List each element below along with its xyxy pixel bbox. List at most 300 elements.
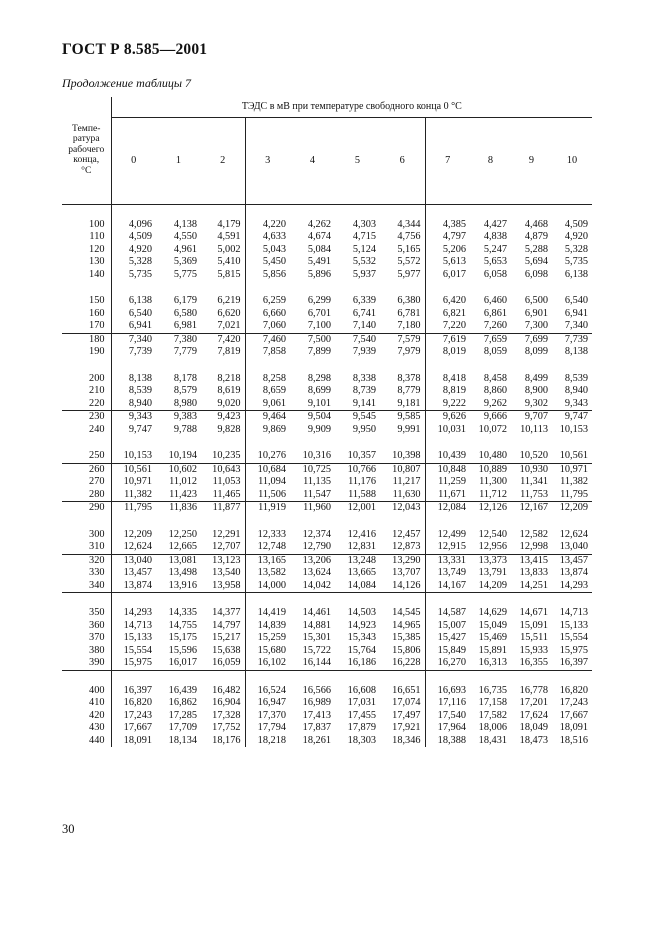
table-row — [62, 320, 592, 333]
column-header: 1 — [156, 118, 201, 205]
temperature-cell: 320 — [62, 554, 111, 567]
emf-value-cell: 11,877 — [201, 502, 245, 515]
row-label-line: рабочего — [68, 143, 105, 155]
table-row — [62, 670, 592, 697]
temperature-cell: 210 — [62, 385, 111, 398]
emf-value-cell: 16,313 — [478, 657, 507, 668]
emf-value-cell: 16,439 — [156, 670, 201, 697]
emf-value-cell: 4,674 — [307, 231, 331, 242]
emf-value-cell: 6,741 — [352, 307, 376, 319]
emf-value-cell: 6,259 — [262, 295, 286, 306]
emf-value-cell: 17,201 — [519, 697, 548, 708]
emf-value-cell: 6,460 — [483, 295, 507, 306]
emf-value-cell: 4,303 — [352, 218, 376, 230]
emf-value-cell: 13,582 — [257, 567, 286, 578]
emf-value-cell: 8,019 — [442, 346, 466, 357]
table-row — [62, 333, 592, 346]
emf-value-cell: 9,747 — [552, 411, 592, 424]
table-row — [62, 256, 592, 269]
emf-value-cell: 6,941 — [564, 307, 589, 319]
emf-value-cell: 5,775 — [173, 268, 197, 280]
emf-value-cell: 10,561 — [111, 463, 156, 476]
emf-value-cell: 18,261 — [302, 734, 331, 746]
emf-value-cell: 6,339 — [352, 295, 376, 306]
emf-value-cell: 6,580 — [173, 307, 197, 319]
emf-value-cell: 6,941 — [128, 320, 152, 331]
emf-value-cell: 15,511 — [520, 632, 548, 643]
emf-value-cell: 12,790 — [302, 541, 331, 552]
temperature-cell: 390 — [62, 657, 111, 670]
emf-value-cell: 11,547 — [303, 488, 331, 500]
emf-value-cell: 8,138 — [564, 346, 589, 357]
emf-value-cell: 5,369 — [173, 256, 197, 267]
emf-value-cell: 6,138 — [128, 295, 152, 306]
emf-value-cell: 6,981 — [173, 320, 197, 331]
emf-value-cell: 15,469 — [478, 632, 507, 643]
emf-value-cell: 13,833 — [519, 567, 548, 578]
table-row — [62, 515, 592, 542]
emf-value-cell: 14,503 — [335, 593, 380, 620]
emf-value-cell: 18,091 — [123, 734, 152, 746]
emf-value-cell: 16,017 — [168, 657, 197, 668]
emf-value-cell: 12,582 — [519, 528, 548, 540]
emf-value-cell: 10,889 — [470, 463, 511, 476]
temperature-cell: 290 — [62, 502, 111, 515]
column-header: 4 — [290, 118, 335, 205]
row-label-line: конца, — [73, 154, 100, 166]
emf-value-cell: 7,540 — [335, 333, 380, 346]
emf-value-cell: 12,167 — [511, 502, 552, 515]
emf-value-cell: 7,939 — [352, 346, 376, 357]
emf-value-cell: 14,335 — [156, 593, 201, 620]
emf-value-cell: 14,965 — [380, 620, 425, 633]
emf-value-cell: 17,794 — [257, 722, 286, 733]
emf-value-cell: 8,779 — [380, 385, 425, 398]
emf-value-cell: 7,340 — [564, 320, 589, 331]
emf-value-cell: 17,370 — [257, 709, 286, 721]
emf-value-cell: 16,228 — [380, 657, 425, 670]
emf-value-cell: 12,209 — [123, 528, 152, 540]
emf-value-cell: 15,049 — [478, 619, 507, 631]
emf-value-cell: 13,123 — [201, 554, 245, 567]
emf-value-cell: 8,940 — [128, 397, 152, 409]
table-row — [62, 436, 592, 463]
emf-value-cell: 13,498 — [168, 567, 197, 578]
emf-value-cell: 14,419 — [245, 593, 290, 620]
emf-value-cell: 7,260 — [483, 320, 507, 331]
emf-value-cell: 11,836 — [156, 502, 201, 515]
emf-value-cell: 13,206 — [290, 554, 335, 567]
emf-value-cell: 7,899 — [307, 346, 331, 357]
emf-value-cell: 8,980 — [173, 397, 197, 409]
emf-value-cell: 16,778 — [511, 670, 552, 697]
emf-value-cell: 7,579 — [380, 333, 425, 346]
emf-value-cell: 4,715 — [352, 231, 376, 242]
temperature-cell: 280 — [62, 489, 111, 502]
emf-value-cell: 18,049 — [519, 722, 548, 733]
table-row — [62, 359, 592, 386]
emf-value-cell: 14,042 — [302, 579, 331, 591]
emf-value-cell: 4,344 — [380, 204, 425, 231]
emf-value-cell: 14,461 — [290, 593, 335, 620]
column-header: 3 — [245, 118, 290, 205]
emf-value-cell: 14,293 — [559, 579, 589, 591]
table-row — [62, 204, 592, 231]
emf-value-cell: 6,861 — [483, 307, 507, 319]
emf-value-cell: 7,699 — [511, 333, 552, 346]
emf-value-cell: 18,176 — [201, 735, 245, 748]
emf-value-cell: 15,133 — [123, 632, 152, 643]
emf-value-cell: 8,819 — [442, 385, 466, 396]
emf-value-cell: 9,222 — [442, 397, 466, 409]
emf-value-cell: 4,509 — [564, 218, 589, 230]
emf-value-cell: 14,587 — [425, 593, 470, 620]
emf-value-cell: 10,398 — [380, 436, 425, 463]
emf-value-cell: 16,651 — [380, 670, 425, 697]
emf-value-cell: 5,410 — [201, 256, 245, 269]
emf-value-cell: 9,061 — [262, 397, 286, 409]
emf-value-cell: 12,001 — [335, 502, 380, 515]
emf-value-cell: 10,807 — [380, 463, 425, 476]
temperature-cell: 230 — [62, 411, 111, 424]
emf-value-cell: 9,585 — [380, 411, 425, 424]
emf-value-cell: 15,554 — [559, 632, 589, 643]
emf-value-cell: 5,937 — [352, 268, 376, 280]
emf-value-cell: 7,619 — [425, 333, 470, 346]
emf-value-cell: 17,243 — [559, 697, 589, 708]
temperature-cell: 100 — [62, 204, 111, 231]
emf-value-cell: 9,909 — [307, 423, 331, 435]
emf-value-cell: 17,964 — [437, 722, 466, 733]
emf-value-cell: 6,299 — [307, 295, 331, 306]
emf-value-cell: 12,873 — [380, 541, 425, 554]
emf-value-cell: 18,134 — [168, 734, 197, 746]
table-row — [62, 308, 592, 321]
emf-value-cell: 9,343 — [111, 411, 156, 424]
emf-value-cell: 14,545 — [380, 593, 425, 620]
emf-value-cell: 11,630 — [380, 489, 425, 502]
emf-value-cell: 11,753 — [520, 488, 548, 500]
temperature-cell: 160 — [62, 308, 111, 321]
emf-value-cell: 11,012 — [169, 476, 197, 487]
emf-value-cell: 10,766 — [335, 463, 380, 476]
header-corner — [62, 97, 111, 118]
document-code: ГОСТ Р 8.585—2001 — [62, 41, 208, 58]
emf-value-cell: 13,958 — [201, 580, 245, 593]
emf-value-cell: 10,235 — [201, 436, 245, 463]
emf-value-cell: 9,504 — [290, 411, 335, 424]
emf-value-cell: 5,856 — [262, 268, 286, 280]
emf-value-cell: 15,933 — [519, 644, 548, 656]
emf-value-cell: 15,722 — [302, 644, 331, 656]
emf-value-cell: 12,374 — [302, 528, 331, 540]
emf-value-cell: 11,588 — [348, 488, 376, 500]
emf-value-cell: 14,713 — [123, 619, 152, 631]
temperature-cell: 260 — [62, 463, 111, 476]
temperature-cell: 140 — [62, 269, 111, 282]
column-header: 5 — [335, 118, 380, 205]
emf-value-cell: 6,660 — [262, 307, 286, 319]
emf-value-cell: 7,500 — [290, 333, 335, 346]
emf-value-cell: 18,006 — [478, 722, 507, 733]
emf-value-cell: 13,248 — [335, 554, 380, 567]
emf-value-cell: 9,869 — [262, 423, 286, 435]
emf-value-cell: 11,423 — [169, 488, 197, 500]
table-row — [62, 632, 592, 645]
emf-value-cell: 4,427 — [483, 218, 507, 230]
emf-value-cell: 9,991 — [380, 424, 425, 437]
emf-value-cell: 6,540 — [564, 295, 589, 306]
emf-value-cell: 7,220 — [442, 320, 466, 331]
temperature-cell: 120 — [62, 244, 111, 257]
emf-value-cell: 7,340 — [111, 333, 156, 346]
emf-value-cell: 9,423 — [201, 411, 245, 424]
emf-value-cell: 11,094 — [258, 476, 286, 487]
emf-value-cell: 8,059 — [483, 346, 507, 357]
emf-value-cell: 12,333 — [257, 528, 286, 540]
emf-value-cell: 11,960 — [290, 502, 335, 515]
emf-value-cell: 6,420 — [442, 295, 466, 306]
table-row — [62, 398, 592, 411]
emf-value-cell: 18,303 — [347, 734, 376, 746]
emf-value-cell: 11,382 — [124, 488, 152, 500]
table-row — [62, 645, 592, 658]
emf-value-cell: 5,328 — [564, 243, 589, 255]
temperature-cell: 430 — [62, 722, 111, 735]
emf-value-cell: 13,040 — [111, 554, 156, 567]
emf-value-cell: 8,940 — [564, 385, 589, 396]
emf-value-cell: 16,482 — [201, 670, 245, 697]
emf-value-cell: 15,259 — [257, 632, 286, 643]
emf-value-cell: 9,788 — [173, 423, 197, 435]
emf-value-cell: 4,550 — [173, 231, 197, 242]
emf-value-cell: 5,288 — [524, 243, 548, 255]
table-row — [62, 697, 592, 710]
emf-value-cell: 17,921 — [380, 722, 425, 735]
emf-value-cell: 16,820 — [123, 697, 152, 708]
emf-value-cell: 6,781 — [380, 308, 425, 321]
emf-value-cell: 14,209 — [478, 579, 507, 591]
emf-value-cell: 4,385 — [442, 218, 466, 230]
emf-value-cell: 13,749 — [437, 567, 466, 578]
emf-value-cell: 12,624 — [123, 541, 152, 552]
emf-value-cell: 10,684 — [245, 463, 290, 476]
temperature-cell: 150 — [62, 281, 111, 308]
emf-value-cell: 4,879 — [524, 231, 548, 242]
emf-value-cell: 18,091 — [559, 722, 589, 733]
emf-value-cell: 10,357 — [347, 450, 376, 461]
emf-value-cell: 16,693 — [425, 670, 470, 697]
emf-value-cell: 9,666 — [470, 411, 511, 424]
emf-value-cell: 6,058 — [483, 268, 507, 280]
emf-value-cell: 9,707 — [511, 411, 552, 424]
emf-value-cell: 12,291 — [201, 515, 245, 542]
temperature-cell: 240 — [62, 424, 111, 437]
emf-value-cell: 5,491 — [307, 256, 331, 267]
emf-value-cell: 13,874 — [123, 579, 152, 591]
emf-value-cell: 13,540 — [201, 567, 245, 580]
emf-value-cell: 4,838 — [483, 231, 507, 242]
emf-value-cell: 10,725 — [290, 463, 335, 476]
emf-value-cell: 12,126 — [470, 502, 511, 515]
emf-value-cell: 8,218 — [201, 359, 245, 386]
emf-value-cell: 13,791 — [478, 567, 507, 578]
emf-value-cell: 9,020 — [201, 398, 245, 411]
emf-value-cell: 12,998 — [519, 541, 548, 552]
emf-value-cell: 17,497 — [380, 710, 425, 723]
emf-value-cell: 14,000 — [257, 579, 286, 591]
emf-value-cell: 10,439 — [437, 450, 466, 461]
table-row — [62, 541, 592, 554]
table-body — [62, 204, 592, 747]
thermo-emf-table — [62, 97, 592, 747]
emf-value-cell: 15,764 — [347, 644, 376, 656]
emf-value-cell: 12,540 — [478, 528, 507, 540]
emf-value-cell: 14,629 — [470, 593, 511, 620]
emf-value-cell: 18,473 — [519, 734, 548, 746]
temperature-cell: 180 — [62, 333, 111, 346]
emf-value-cell: 5,532 — [352, 256, 376, 267]
emf-value-cell: 14,839 — [257, 619, 286, 631]
emf-value-cell: 15,175 — [168, 632, 197, 643]
emf-value-cell: 15,133 — [559, 619, 589, 631]
emf-value-cell: 5,653 — [483, 256, 507, 267]
emf-value-cell: 13,624 — [302, 567, 331, 578]
emf-value-cell: 16,820 — [552, 670, 592, 697]
emf-value-cell: 5,043 — [262, 243, 286, 255]
emf-value-cell: 10,153 — [559, 423, 589, 435]
temperature-cell: 220 — [62, 398, 111, 411]
emf-value-cell: 18,346 — [380, 735, 425, 748]
emf-value-cell: 10,480 — [478, 450, 507, 461]
emf-value-cell: 10,153 — [123, 450, 152, 461]
emf-value-cell: 6,098 — [524, 268, 548, 280]
emf-value-cell: 16,608 — [335, 670, 380, 697]
emf-value-cell: 15,596 — [168, 644, 197, 656]
emf-value-cell: 9,181 — [380, 398, 425, 411]
emf-value-cell: 4,468 — [524, 218, 548, 230]
emf-value-cell: 18,516 — [559, 734, 589, 746]
emf-value-cell: 12,748 — [257, 541, 286, 552]
emf-value-cell: 5,165 — [380, 244, 425, 257]
emf-value-cell: 10,316 — [302, 450, 331, 461]
emf-value-cell: 11,300 — [479, 476, 507, 487]
emf-value-cell: 7,021 — [201, 320, 245, 333]
emf-value-cell: 15,975 — [559, 644, 589, 656]
emf-value-cell: 13,874 — [559, 567, 589, 578]
emf-value-cell: 10,930 — [511, 463, 552, 476]
emf-value-cell: 12,043 — [380, 502, 425, 515]
emf-value-cell: 5,572 — [380, 256, 425, 269]
emf-value-cell: 11,506 — [258, 488, 286, 500]
emf-value-cell: 13,457 — [123, 567, 152, 578]
column-header: 8 — [470, 118, 511, 205]
emf-value-cell: 12,499 — [437, 528, 466, 540]
emf-value-cell: 13,040 — [559, 541, 589, 552]
emf-value-cell: 17,667 — [123, 722, 152, 733]
emf-value-cell: 11,382 — [560, 476, 589, 487]
emf-value-cell: 7,858 — [262, 346, 286, 357]
temperature-cell: 440 — [62, 735, 111, 748]
emf-value-cell: 4,096 — [128, 218, 152, 230]
emf-value-cell: 7,380 — [156, 333, 201, 346]
emf-value-cell: 16,102 — [257, 657, 286, 668]
emf-value-cell: 16,059 — [201, 657, 245, 670]
emf-value-cell: 4,756 — [380, 231, 425, 244]
emf-value-cell: 15,849 — [437, 644, 466, 656]
table-row — [62, 489, 592, 502]
table-row — [62, 593, 592, 620]
emf-value-cell: 7,659 — [470, 333, 511, 346]
emf-value-cell: 6,380 — [380, 281, 425, 308]
emf-value-cell: 11,795 — [111, 502, 156, 515]
emf-value-cell: 17,116 — [438, 697, 466, 708]
emf-value-cell: 12,416 — [347, 528, 376, 540]
emf-value-cell: 9,343 — [564, 397, 589, 409]
emf-value-cell: 12,831 — [347, 541, 376, 552]
emf-value-cell: 11,341 — [520, 476, 548, 487]
emf-value-cell: 8,739 — [352, 385, 376, 396]
table-row — [62, 411, 592, 424]
emf-value-cell: 7,739 — [128, 346, 152, 357]
emf-value-cell: 15,007 — [437, 619, 466, 631]
emf-value-cell: 17,709 — [168, 722, 197, 733]
emf-value-cell: 8,659 — [262, 385, 286, 396]
emf-value-cell: 15,301 — [302, 632, 331, 643]
emf-value-cell: 10,602 — [156, 463, 201, 476]
emf-value-cell: 18,388 — [437, 734, 466, 746]
emf-value-cell: 8,178 — [173, 372, 197, 384]
emf-value-cell: 4,179 — [201, 204, 245, 231]
emf-value-cell: 8,900 — [524, 385, 548, 396]
column-header: 2 — [201, 118, 245, 205]
temperature-cell: 350 — [62, 593, 111, 620]
emf-value-cell: 15,680 — [257, 644, 286, 656]
column-header: 6 — [380, 118, 425, 205]
emf-value-cell: 16,904 — [201, 697, 245, 710]
emf-value-cell: 7,100 — [307, 320, 331, 331]
emf-value-cell: 9,101 — [307, 397, 331, 409]
emf-value-cell: 14,713 — [552, 593, 592, 620]
emf-value-cell: 13,707 — [380, 567, 425, 580]
emf-value-cell: 5,613 — [442, 256, 466, 267]
emf-value-cell: 12,956 — [478, 541, 507, 552]
emf-value-cell: 5,735 — [564, 256, 589, 267]
temperature-cell: 370 — [62, 632, 111, 645]
emf-value-cell: 6,179 — [173, 295, 197, 306]
emf-value-cell: 17,624 — [519, 709, 548, 721]
temperature-cell: 190 — [62, 346, 111, 359]
emf-value-cell: 8,539 — [564, 372, 589, 384]
emf-value-cell: 9,464 — [245, 411, 290, 424]
emf-value-cell: 18,431 — [478, 734, 507, 746]
emf-value-cell: 5,977 — [380, 269, 425, 282]
emf-value-cell: 14,377 — [201, 593, 245, 620]
emf-value-cell: 6,620 — [201, 308, 245, 321]
emf-value-cell: 17,455 — [347, 709, 376, 721]
emf-value-cell: 13,165 — [245, 554, 290, 567]
temperature-cell: 380 — [62, 645, 111, 658]
emf-value-cell: 15,217 — [201, 632, 245, 645]
row-label-header — [62, 118, 111, 205]
table-row — [62, 476, 592, 489]
emf-value-cell: 14,126 — [380, 580, 425, 593]
column-header: 10 — [552, 118, 592, 205]
emf-value-cell: 5,896 — [307, 268, 331, 280]
emf-value-cell: 11,135 — [303, 476, 331, 487]
emf-value-cell: 15,554 — [123, 644, 152, 656]
emf-value-cell: 7,979 — [380, 346, 425, 359]
